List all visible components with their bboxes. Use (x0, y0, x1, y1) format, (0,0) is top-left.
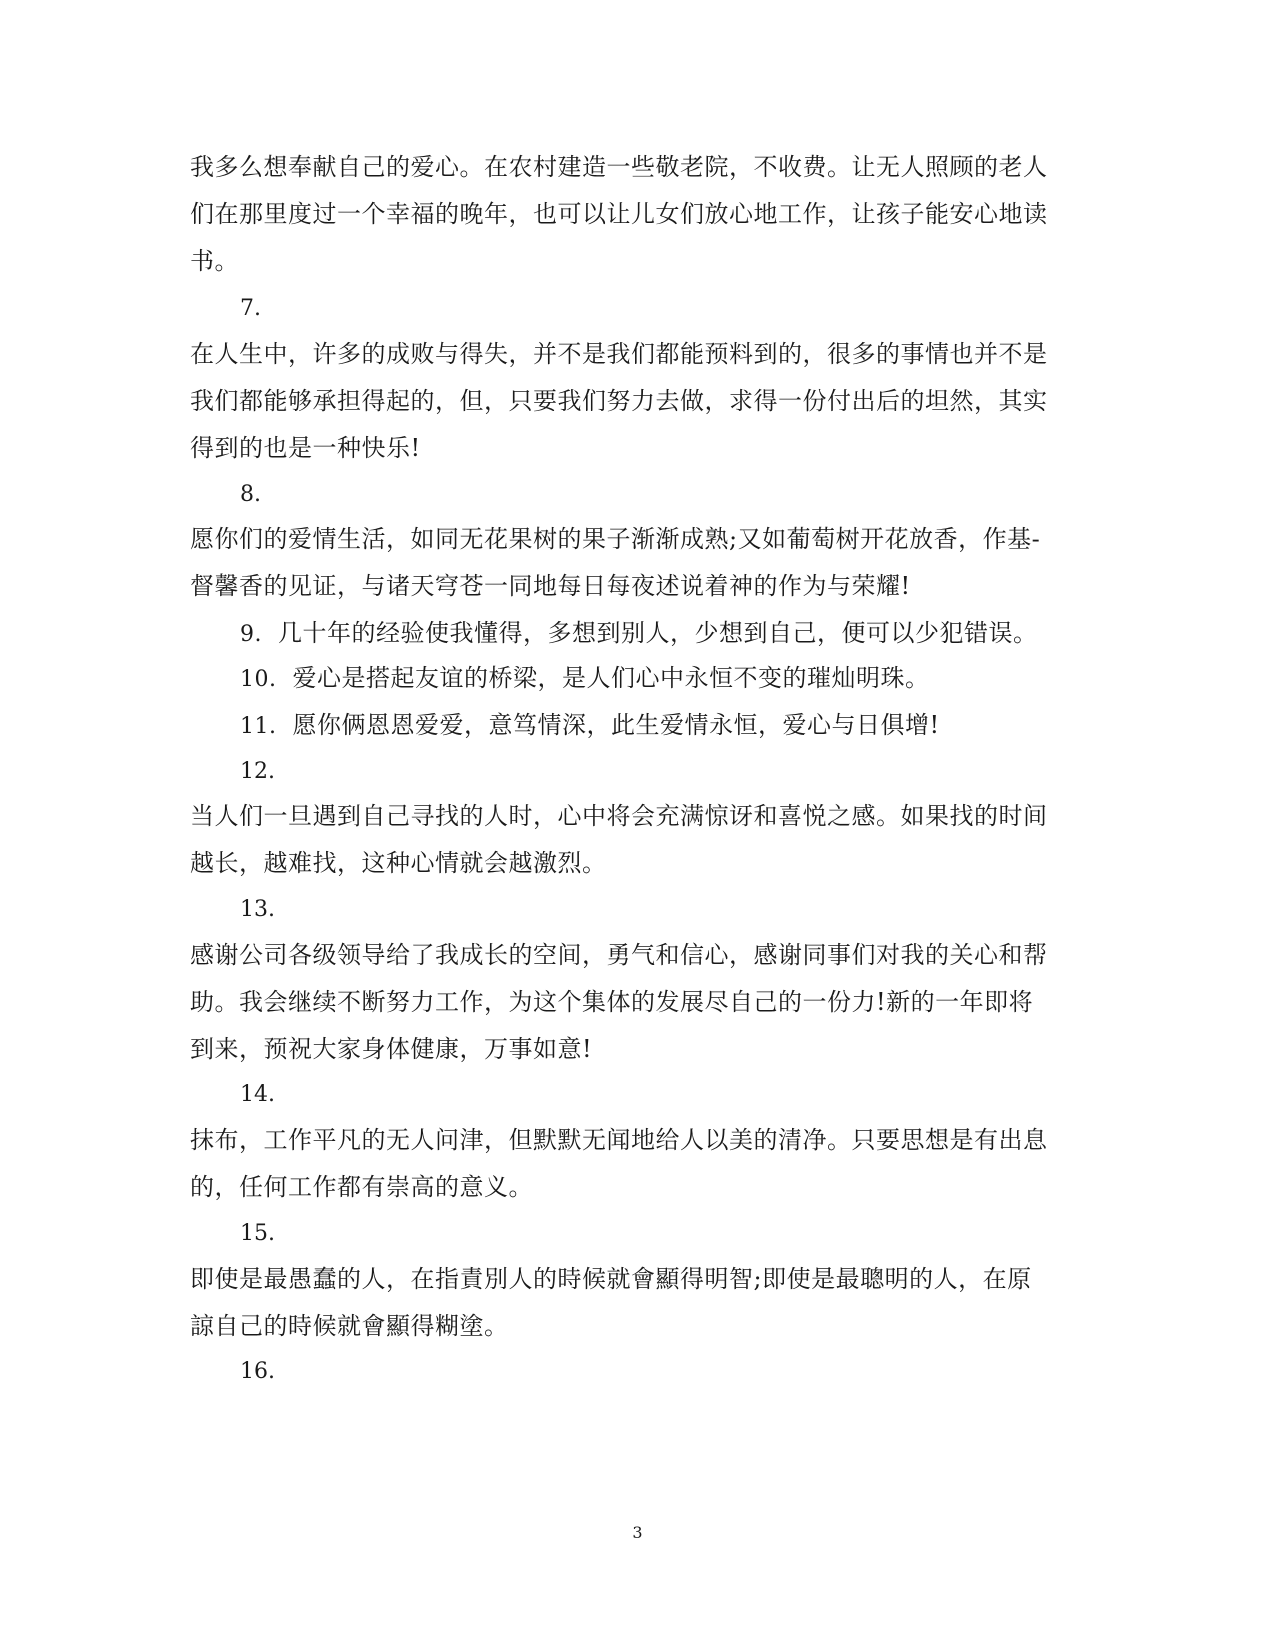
item-number: 16. (240, 1359, 275, 1384)
text-line: 的，任何工作都有崇高的意义。 (190, 1173, 533, 1201)
text-line: 督馨香的见证，与诸天穹苍一同地每日每夜述说着神的作为与荣耀! (190, 572, 911, 600)
text-line: 在人生中，许多的成败与得失，并不是我们都能预料到的，很多的事情也并不是 (190, 340, 1048, 368)
text-line: 我多么想奉献自己的爱心。在农村建造一些敬老院，不收费。让无人照顾的老人 (190, 153, 1048, 181)
text-line: 们在那里度过一个幸福的晚年，也可以让儿女们放心地工作，让孩子能安心地读 (190, 200, 1048, 228)
text-line: 当人们一旦遇到自己寻找的人时，心中将会充满惊讶和喜悦之感。如果找的时间 (190, 802, 1048, 830)
item-number: 7. (240, 296, 261, 321)
item-number: 15. (240, 1221, 275, 1246)
item-text: 爱心是搭起友谊的桥梁，是人们心中永恒不变的璀灿明珠。 (292, 664, 930, 692)
text-line: 諒自己的時候就會顯得糊塗。 (190, 1312, 509, 1340)
item-number: 13. (240, 897, 275, 922)
text-line: 抹布，工作平凡的无人问津，但默默无闻地给人以美的清净。只要思想是有出息 (190, 1126, 1048, 1154)
item-text: 几十年的经验使我懂得，多想到别人，少想到自己，便可以少犯错误。 (278, 619, 1038, 647)
page-number: 3 (632, 1523, 643, 1542)
item-number: 12. (240, 759, 275, 784)
numbered-line (240, 663, 930, 695)
item-number: 14. (240, 1082, 275, 1107)
text-line: 越长，越难找，这种心情就会越激烈。 (190, 849, 607, 877)
numbered-line (240, 618, 1038, 650)
item-number: 9. (240, 622, 262, 647)
text-line: 我们都能够承担得起的，但，只要我们努力去做，求得一份付出后的坦然，其实 (190, 387, 1048, 415)
text-line: 助。我会继续不断努力工作，为这个集体的发展尽自己的一份力!新的一年即将 (190, 988, 1034, 1016)
numbered-line (240, 710, 940, 742)
item-text: 愿你俩恩恩爱爱，意笃情深，此生爱情永恒，爱心与日俱增! (292, 711, 940, 739)
item-number: 8. (240, 482, 261, 507)
text-line: 书。 (190, 247, 239, 275)
item-number: 10. (240, 667, 277, 692)
text-line: 愿你们的爱情生活，如同无花果树的果子渐渐成熟;又如葡萄树开花放香，作基- (190, 525, 1041, 553)
item-number: 11. (240, 714, 277, 739)
text-line: 得到的也是一种快乐! (190, 434, 421, 462)
text-line: 感谢公司各级领导给了我成长的空间，勇气和信心，感谢同事们对我的关心和帮 (190, 941, 1048, 969)
text-line: 即使是最愚蠢的人，在指責別人的時候就會顯得明智;即使是最聰明的人，在原 (190, 1265, 1032, 1293)
text-line: 到来，预祝大家身体健康，万事如意! (190, 1035, 593, 1063)
